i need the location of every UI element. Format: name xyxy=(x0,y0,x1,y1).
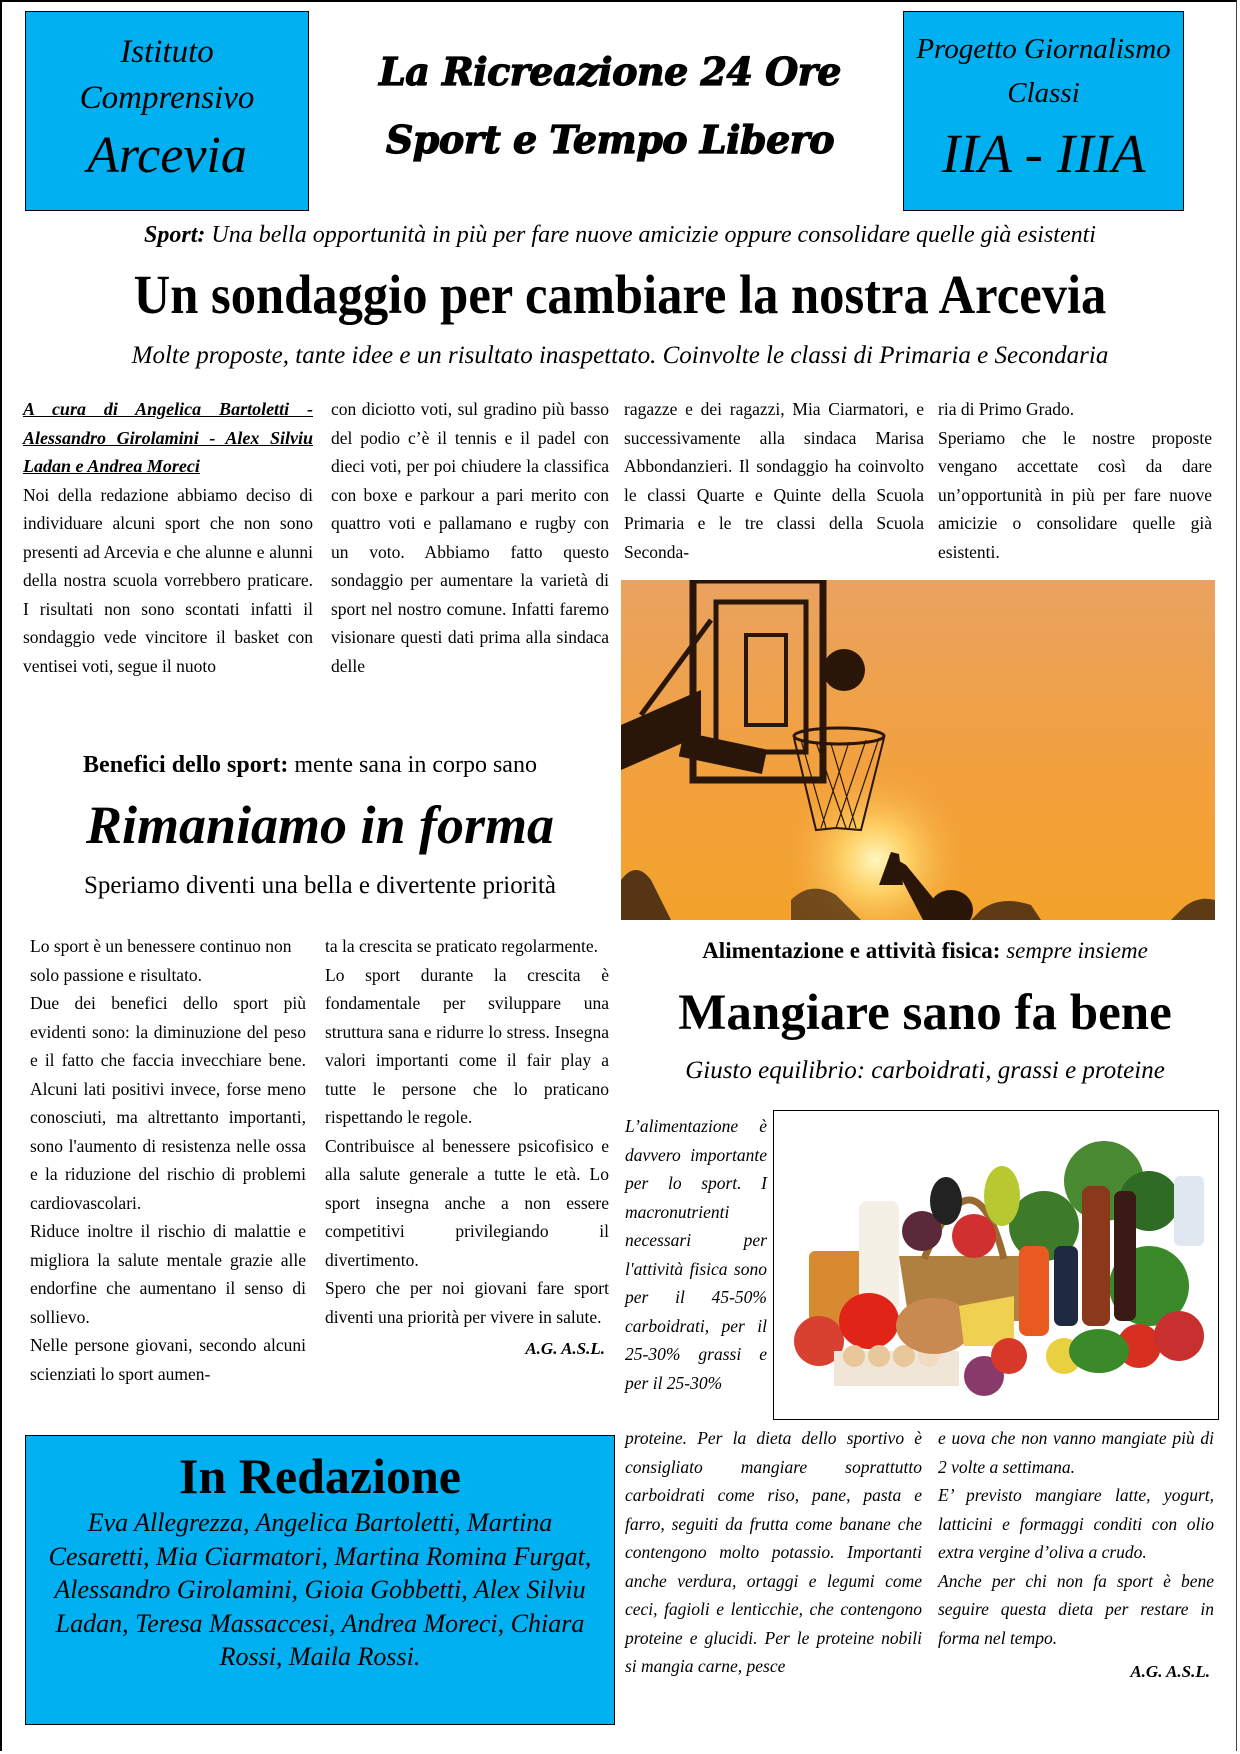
article3-col2-p3: Anche per chi non fa sport è bene seguire questa dieta per restare in forma nel tempo. xyxy=(938,1570,1214,1648)
article2-col1-p4: Nelle persone giovani, secondo alcuni scienziati lo sport aumen- xyxy=(30,1335,306,1384)
project-line-1: Progetto Giornalismo xyxy=(916,33,1171,65)
article2-col2-p3: Contribuisce al benessere psicofisico e alla salute generale a tutte le età. Lo sport insegna anche a non essere competitivi privilegiando il divertimento. xyxy=(325,1135,609,1270)
article1-column-3 xyxy=(624,395,924,566)
article3-kicker-label: Alimentazione e attività fisica: xyxy=(702,938,1001,963)
article2-col1-p2: Due dei benefici dello sport più evidenti sono: la diminuzione del peso e il fatto che faccia invecchiare bene. Alcuni lati positivi invece, forse meno conosciuti, ma altrettanto importanti, sono l'aumento di resistenza nelle ossa e la riduzione del rischio di problemi cardiovascolari. xyxy=(30,993,306,1213)
article3-column-2 xyxy=(938,1424,1214,1687)
article1-column-2 xyxy=(331,395,609,680)
redazione-box xyxy=(25,1435,615,1725)
article3-column-1: proteine. Per la dieta dello sportivo è consigliato mangiare soprattutto carboidrati come riso, pane, pasta e farro, seguiti da frutta come banane che contengono molto potassio. Importanti anche verdura, ortaggi e legumi come ceci, fagioli e lenticchie, che contengono proteine e glucidi. Per le proteine nobili si mangia carne, pesce xyxy=(625,1428,922,1676)
article1-kicker-label: Sport: xyxy=(144,222,206,248)
article1-col1-text: Noi della redazione abbiamo deciso di individuare alcuni sport che non sono presenti ad Arcevia e che alunne e alunni della nostra scuola vorrebbero praticare. I risultati non sono scontati infatti il sondaggio vede vincitore il basket con ventisei voti, segue il nuoto xyxy=(23,484,313,676)
project-box xyxy=(903,11,1184,211)
article2-kicker-text: mente sana in corpo sano xyxy=(288,752,537,778)
project-classes: IIA - IIIA xyxy=(941,123,1146,184)
redazione-names: Eva Allegrezza, Angelica Bartoletti, Martina Cesaretti, Mia Ciarmatori, Martina Romina Furgat, Alessandro Girolamini, Gioia Gobbetti, Alex Silviu Ladan, Teresa Massaccesi, Andrea Moreci, Chiara Rossi, Maila Rossi. xyxy=(48,1508,592,1671)
article2-column-2 xyxy=(325,932,609,1364)
article1-deck: Molte proposte, tante idee e un risultato inaspettato. Coinvolte le classi di Primaria e Secondaria xyxy=(131,342,1109,369)
masthead xyxy=(310,38,910,174)
article1-kicker-text: Una bella opportunità in più per fare nuove amicizie oppure consolidare quelle già esistenti xyxy=(205,222,1096,248)
article3-deck: Giusto equilibrio: carboidrati, grassi e proteine xyxy=(685,1057,1165,1084)
basketball-hoop-icon xyxy=(621,580,1215,920)
healthy-food-photo xyxy=(773,1110,1219,1420)
article2-headline: Rimaniamo in forma xyxy=(85,795,555,855)
article2-signature: A.G. A.S.L. xyxy=(525,1339,605,1358)
article2-column-1 xyxy=(30,932,306,1388)
article3-col2-p2: E’ previsto mangiare latte, yogurt, latticini e formaggi conditi con olio extra vergine d’oliva a crudo. xyxy=(938,1485,1214,1562)
article3-headline: Mangiare sano fa bene xyxy=(678,985,1172,1041)
article1-column-4 xyxy=(938,395,1212,566)
article2-kicker-label: Benefici dello sport: xyxy=(83,752,289,778)
article1-headline: Un sondaggio per cambiare la nostra Arcevia xyxy=(133,264,1107,325)
article2-deck: Speriamo diventi una bella e divertente priorità xyxy=(83,872,557,899)
article1-kicker xyxy=(20,222,1220,249)
basketball-photo xyxy=(621,580,1215,920)
masthead-title: La Ricreazione 24 Ore xyxy=(379,49,841,94)
article3-signature: A.G. A.S.L. xyxy=(1130,1662,1210,1681)
school-line-1: Istituto xyxy=(120,34,214,70)
food-basket-icon xyxy=(774,1111,1217,1418)
article3-kicker-text: sempre insieme xyxy=(1000,938,1148,963)
article2-col2-p2: Lo sport durante la crescita è fondamentale per sviluppare una struttura sana e ridurre lo stress. Insegna valori importanti come il fair play a tutte le persone che lo praticano rispettando le regole. xyxy=(325,964,609,1127)
school-line-2: Comprensivo xyxy=(79,80,255,116)
article3-side-text: L’alimentazione è davvero importante per lo sport. I macronutrienti necessari per l'attività fisica sono per il 45-50% carboidrati, per il 25-30% grassi e per il 25-30% xyxy=(625,1116,767,1393)
article1-byline: A cura di Angelica Bartoletti - Alessandro Girolamini - Alex Silviu Ladan e Andrea Moreci xyxy=(23,399,313,476)
article2-kicker xyxy=(20,752,600,779)
article1-col4-p2: Speriamo che le nostre proposte vengano accettate così da dare un’opportunità in più per fare nuove amicizie o consolidare quelle già esistenti. xyxy=(938,427,1212,562)
redazione-title: In Redazione xyxy=(179,1448,461,1504)
article1-col2-text: con diciotto voti, sul gradino più basso del podio c’è il tennis e il padel con dieci voti, per poi chiudere la classifica con boxe e parkour a pari merito con quattro voti e pallamano e rugby con un voto. Abbiamo fatto questo sondaggio per aumentare la varietà di sport nel nostro comune. Infatti faremo visionare questi dati prima alla sindaca delle xyxy=(331,399,609,676)
article1-column-1 xyxy=(23,395,313,680)
article3-col2-p1: e uova che non vanno mangiate più di 2 volte a settimana. xyxy=(938,1428,1214,1477)
article3-kicker xyxy=(630,938,1220,964)
project-line-2: Classi xyxy=(1007,77,1080,109)
school-name: Arcevia xyxy=(87,127,247,184)
article2-col1-p1: Lo sport è un benessere continuo non solo passione e risultato. xyxy=(30,936,292,985)
article2-col1-p3: Riduce inoltre il rischio di malattie e migliora la salute mentale grazie alle endorfine che aumentano il senso di sollievo. xyxy=(30,1221,306,1327)
article1-col3-text: ragazze e dei ragazzi, Mia Ciarmatori, e successivamente alla sindaca Marisa Abbondanzieri. Il sondaggio ha coinvolto le classi Quarte e Quinte della Scuola Primaria e le tre classi della Scuola Seconda- xyxy=(624,399,924,562)
masthead-subtitle: Sport e Tempo Libero xyxy=(385,117,835,162)
article2-col2-p1: ta la crescita se praticato regolarmente. xyxy=(325,936,599,956)
article2-col2-p4: Spero che per noi giovani fare sport diventi una priorità per vivere in salute. xyxy=(325,1278,609,1327)
school-box xyxy=(25,11,309,211)
article1-col4-p1: ria di Primo Grado. xyxy=(938,399,1075,419)
